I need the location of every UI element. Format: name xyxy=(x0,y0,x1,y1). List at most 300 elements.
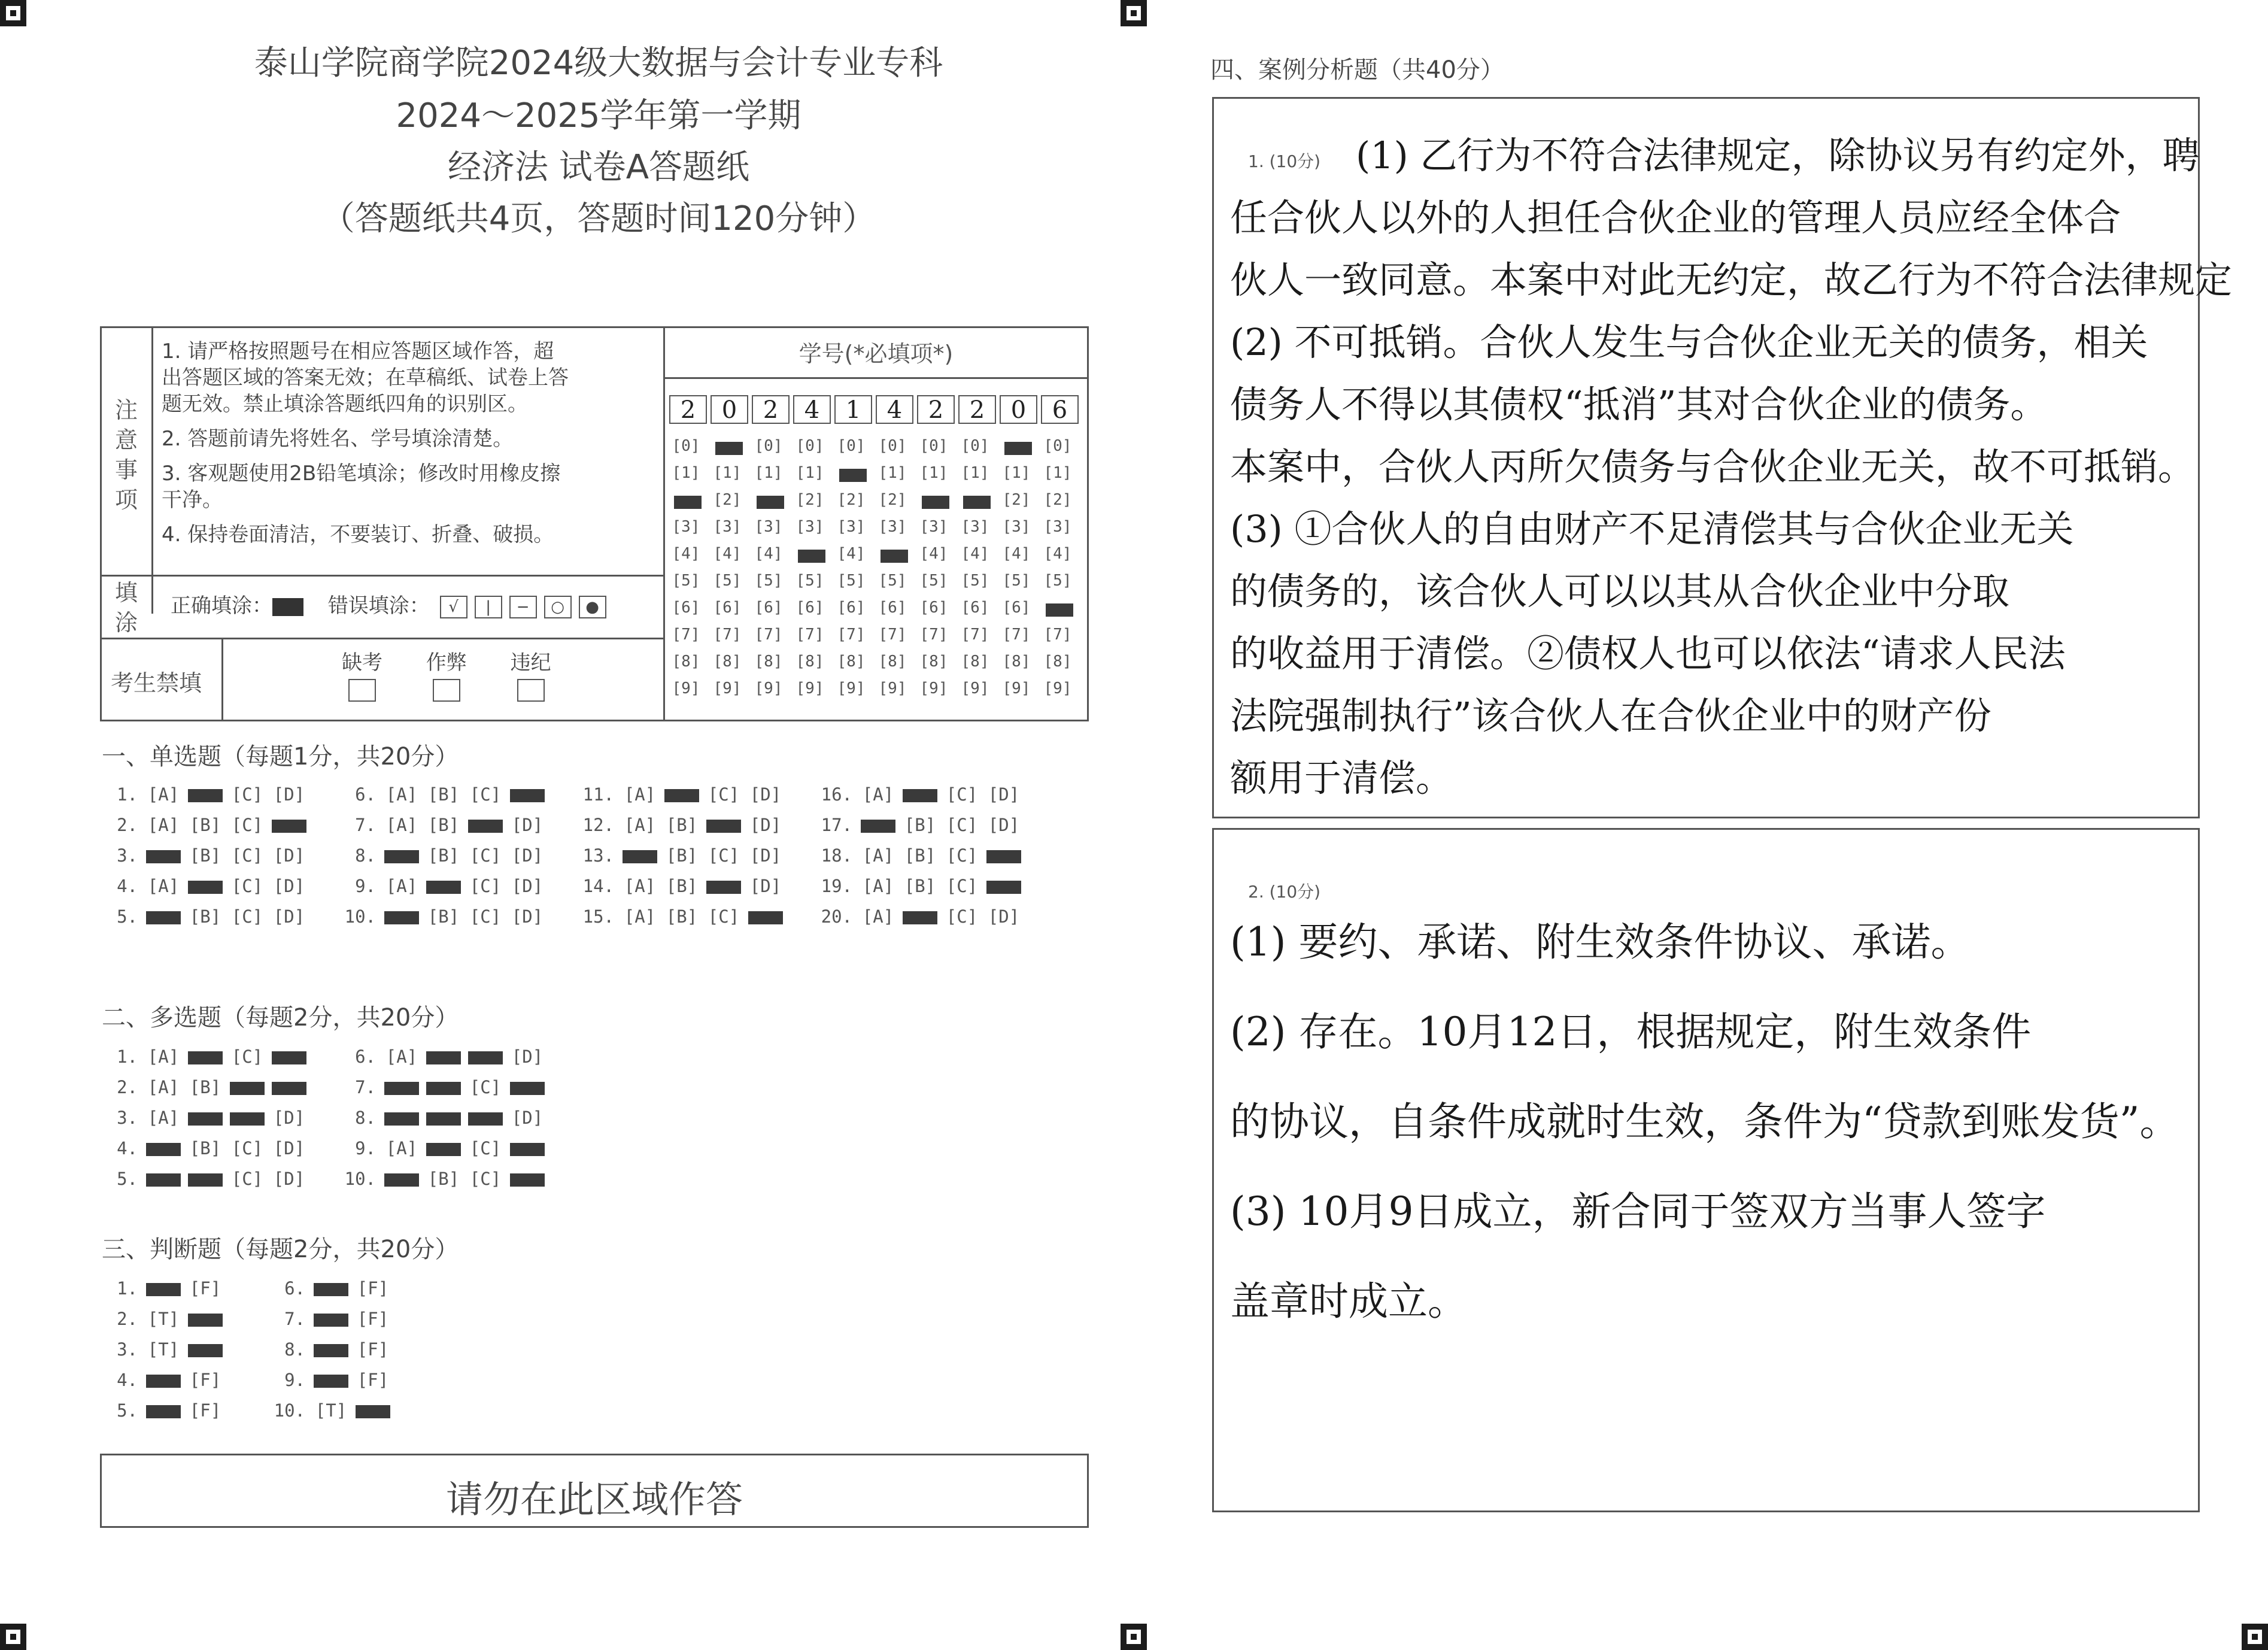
student-id-bubble[interactable]: [0] xyxy=(837,437,866,455)
answer-bubble[interactable]: [C] xyxy=(946,784,978,805)
answer-bubble[interactable]: [D] xyxy=(749,876,782,896)
student-id-bubble[interactable]: [0] xyxy=(672,437,700,455)
answer-bubble[interactable]: [A] xyxy=(147,1077,180,1097)
answer-bubble[interactable]: [A] xyxy=(147,1047,180,1067)
student-id-bubble[interactable]: [6] xyxy=(796,599,824,617)
answer-bubble[interactable]: [B] xyxy=(189,906,221,927)
answer-bubble[interactable]: [T] xyxy=(315,1400,347,1421)
student-id-bubble[interactable]: [8] xyxy=(878,653,907,671)
student-id-bubble[interactable]: [0] xyxy=(919,437,948,455)
answer-bubble[interactable]: [C] xyxy=(946,815,978,835)
student-id-bubble-filled[interactable] xyxy=(674,496,702,509)
student-id-bubble[interactable]: [3] xyxy=(754,518,783,536)
answer-bubble-filled[interactable] xyxy=(384,911,419,924)
header-school: 泰山学院商学院2024级大数据与会计专业专科 xyxy=(254,44,943,83)
answer-bubble[interactable]: [C] xyxy=(469,1169,502,1189)
answer-bubble[interactable]: [C] xyxy=(946,876,978,896)
corner-marker-bottom-middle xyxy=(1121,1624,1147,1650)
answer-bubble-filled[interactable] xyxy=(706,881,741,894)
student-id-bubble[interactable]: [4] xyxy=(754,545,783,563)
handwritten-line: (2) 不可抵销。合伙人发生与合伙企业无关的债务，相关 xyxy=(1230,320,2148,364)
answer-bubble[interactable]: [D] xyxy=(988,784,1020,805)
answer-bubble[interactable]: [C] xyxy=(469,876,502,896)
answer-bubble-filled[interactable] xyxy=(426,1112,461,1126)
no-answer-text: 请勿在此区域作答 xyxy=(445,1478,743,1521)
answer-bubble-filled[interactable] xyxy=(314,1375,348,1388)
answer-bubble[interactable]: [D] xyxy=(749,845,782,866)
answer-row: 5. [F] xyxy=(102,1400,230,1421)
answer-bubble[interactable]: [D] xyxy=(273,1108,305,1128)
multi-choice-answers xyxy=(102,1047,1089,1202)
answer-bubble-filled[interactable] xyxy=(903,911,937,924)
answer-bubble-filled[interactable] xyxy=(146,1405,181,1418)
answer-bubble-filled[interactable] xyxy=(230,1112,265,1126)
answer-bubble[interactable]: [A] xyxy=(862,845,894,866)
answer-row: 2. [A] [B] [C] xyxy=(102,815,314,835)
answer-bubble-filled[interactable] xyxy=(468,1112,503,1126)
student-id-digit: 0 xyxy=(1000,395,1037,424)
answer-bubble-filled[interactable] xyxy=(748,911,783,924)
answer-bubble[interactable]: [D] xyxy=(273,784,305,805)
student-id-bubble[interactable]: [3] xyxy=(961,518,989,536)
student-id-bubble[interactable]: [9] xyxy=(796,680,824,697)
answer-bubble[interactable]: [D] xyxy=(749,815,782,835)
answer-bubble[interactable]: [B] xyxy=(666,876,698,896)
answer-bubble[interactable]: [C] xyxy=(946,845,978,866)
answer-bubble[interactable]: [B] xyxy=(904,815,936,835)
answer-bubble-filled[interactable] xyxy=(986,850,1021,863)
answer-bubble-filled[interactable] xyxy=(384,1173,419,1187)
answer-row: 9. [F] xyxy=(269,1370,397,1390)
student-id-bubble[interactable]: [9] xyxy=(961,680,989,697)
answer-bubble[interactable]: [B] xyxy=(189,845,221,866)
student-id-bubble[interactable]: [8] xyxy=(919,653,948,671)
answer-bubble[interactable]: [B] xyxy=(427,845,460,866)
student-id-bubble[interactable]: [7] xyxy=(1043,626,1072,644)
answer-bubble[interactable]: [B] xyxy=(427,1169,460,1189)
answer-bubble[interactable]: [C] xyxy=(469,906,502,927)
student-id-bubble-filled[interactable] xyxy=(963,496,991,509)
answer-bubble[interactable]: [C] xyxy=(231,1169,263,1189)
student-id-bubble[interactable]: [5] xyxy=(961,572,989,590)
answer-bubble-filled[interactable] xyxy=(230,1082,265,1095)
answer-row: 3. [T] xyxy=(102,1339,230,1360)
answer-bubble-filled[interactable] xyxy=(510,1173,545,1187)
answer-row: 9. [A] [C] [D] xyxy=(340,876,552,896)
student-id-bubble[interactable]: [0] xyxy=(796,437,824,455)
answer-bubble[interactable]: [D] xyxy=(273,906,305,927)
answer-bubble[interactable]: [C] xyxy=(708,784,740,805)
student-id-bubble[interactable]: [9] xyxy=(878,680,907,697)
answer-bubble-filled[interactable] xyxy=(986,881,1021,894)
student-id-bubble-filled[interactable] xyxy=(839,469,867,482)
student-id-bubble[interactable]: [9] xyxy=(1043,680,1072,697)
answer-bubble[interactable]: [D] xyxy=(511,876,544,896)
answer-row: 7. [A] [B] [D] xyxy=(340,815,552,835)
answer-bubble[interactable]: [B] xyxy=(666,845,698,866)
student-id-bubble[interactable]: [4] xyxy=(713,545,742,563)
student-id-bubble[interactable]: [3] xyxy=(1002,518,1031,536)
answer-bubble-filled[interactable] xyxy=(426,881,461,894)
student-id-bubble[interactable]: [1] xyxy=(672,464,700,482)
answer-bubble[interactable]: [A] xyxy=(385,876,418,896)
student-id-bubble-filled[interactable] xyxy=(1046,603,1073,617)
handwritten-line: 的收益用于清偿。②债权人也可以依法“请求人民法 xyxy=(1230,632,2066,675)
student-id-bubble[interactable]: [8] xyxy=(754,653,783,671)
student-id-digit: 4 xyxy=(876,395,913,424)
handwritten-line: (2) 存在。10月12日，根据规定，附生效条件 xyxy=(1230,1009,2032,1055)
student-id-bubble[interactable]: [3] xyxy=(796,518,824,536)
student-id-bubble[interactable]: [5] xyxy=(1002,572,1031,590)
corner-marker-top-left xyxy=(0,0,26,26)
student-id-bubble[interactable]: [2] xyxy=(1002,491,1031,509)
student-id-bubble[interactable]: [4] xyxy=(1002,545,1031,563)
student-id-bubble[interactable]: [6] xyxy=(1002,599,1031,617)
absent-checkbox[interactable] xyxy=(348,679,376,702)
student-id-bubble[interactable]: [2] xyxy=(1043,491,1072,509)
answer-bubble-filled[interactable] xyxy=(861,820,895,833)
student-id-bubble[interactable]: [1] xyxy=(1002,464,1031,482)
case-title: 四、案例分析题（共40分） xyxy=(1210,56,1504,84)
student-id-bubble[interactable]: [9] xyxy=(837,680,866,697)
answer-bubble-filled[interactable] xyxy=(146,1143,181,1156)
notice-text: 1. 请严格按照题号在相应答题区域作答，超 出答题区域的答案无效；在草稿纸、试卷上答 题无效。禁止填涂答题纸四角的识别区。 2. 答题前请先将姓名、学号填涂清楚。 3. 客观题使用2B铅笔填涂；修改时用橡皮擦 干净。 4. 保持卷面清洁，不要装订、折叠、破损。 xyxy=(162,339,569,547)
cheat-checkbox[interactable] xyxy=(433,679,460,702)
answer-row: 2. [A] [B] xyxy=(102,1077,314,1097)
handwritten-line: 伙人一致同意。本案中对此无约定，故乙行为不符合法律规定 xyxy=(1230,258,2233,302)
answer-row: 8. [B] [C] [D] xyxy=(340,845,552,866)
student-id-digit: 4 xyxy=(793,395,831,424)
answer-bubble[interactable]: [C] xyxy=(231,1138,263,1158)
answer-row: 1. [F] xyxy=(102,1278,230,1299)
answer-row: 7. [F] xyxy=(269,1309,397,1329)
answer-row: 4. [F] xyxy=(102,1370,230,1390)
handwritten-line: (3) ①合伙人的自由财产不足清偿其与合伙企业无关 xyxy=(1230,507,2074,551)
answer-row: 13. [B] [C] [D] xyxy=(578,845,790,866)
answer-bubble[interactable]: [C] xyxy=(469,1138,502,1158)
answer-bubble[interactable]: [D] xyxy=(273,1169,305,1189)
answer-bubble[interactable]: [B] xyxy=(904,845,936,866)
student-id-bubble[interactable]: [0] xyxy=(878,437,907,455)
answer-row: 16. [A] [C] [D] xyxy=(816,784,1028,805)
student-id-digit: 2 xyxy=(917,395,955,424)
student-id-bubble[interactable]: [5] xyxy=(672,572,700,590)
answer-bubble-filled[interactable] xyxy=(188,881,223,894)
answer-bubble[interactable]: [C] xyxy=(469,784,502,805)
student-id-bubble[interactable]: [6] xyxy=(919,599,948,617)
student-id-bubble[interactable]: [6] xyxy=(754,599,783,617)
answer-bubble[interactable]: [D] xyxy=(988,906,1020,927)
answer-bubble-filled[interactable] xyxy=(384,850,419,863)
answer-bubble[interactable]: [C] xyxy=(708,845,740,866)
answer-bubble-filled[interactable] xyxy=(272,1051,306,1064)
answer-bubble[interactable]: [B] xyxy=(427,784,460,805)
student-id-bubble[interactable]: [3] xyxy=(672,518,700,536)
answer-bubble-filled[interactable] xyxy=(468,1051,503,1064)
header-term: 2024～2025学年第一学期 xyxy=(396,96,801,135)
answer-bubble[interactable]: [B] xyxy=(427,815,460,835)
answer-bubble[interactable]: [D] xyxy=(273,845,305,866)
answer-bubble-filled[interactable] xyxy=(356,1405,390,1418)
answer-bubble[interactable]: [D] xyxy=(511,845,544,866)
answer-bubble[interactable]: [F] xyxy=(357,1309,389,1329)
violation-checkbox[interactable] xyxy=(517,679,545,702)
student-id-bubble[interactable]: [1] xyxy=(713,464,742,482)
answer-bubble[interactable]: [D] xyxy=(273,1138,305,1158)
student-id-bubble[interactable]: [5] xyxy=(878,572,907,590)
answer-bubble-filled[interactable] xyxy=(188,1051,223,1064)
student-id-bubble[interactable]: [8] xyxy=(796,653,824,671)
answer-bubble-filled[interactable] xyxy=(146,1375,181,1388)
answer-bubble[interactable]: [D] xyxy=(511,815,544,835)
student-id-bubble[interactable]: [4] xyxy=(672,545,700,563)
student-id-bubble-filled[interactable] xyxy=(922,496,949,509)
answer-bubble[interactable]: [T] xyxy=(147,1339,180,1360)
answer-bubble[interactable]: [F] xyxy=(357,1370,389,1390)
answer-bubble-filled[interactable] xyxy=(146,1283,181,1296)
student-id-bubble[interactable]: [6] xyxy=(878,599,907,617)
student-id-bubble[interactable]: [8] xyxy=(837,653,866,671)
handwritten-line: 额用于清偿。 xyxy=(1230,756,1453,800)
student-id-bubble[interactable]: [1] xyxy=(796,464,824,482)
answer-bubble[interactable]: [C] xyxy=(231,906,263,927)
student-id-bubble[interactable]: [5] xyxy=(919,572,948,590)
student-id-bubble[interactable]: [8] xyxy=(1043,653,1072,671)
student-id-bubble[interactable]: [8] xyxy=(1002,653,1031,671)
answer-bubble[interactable]: [B] xyxy=(189,815,221,835)
student-id-bubble[interactable]: [5] xyxy=(837,572,866,590)
student-id-digit: 2 xyxy=(669,395,707,424)
student-id-bubble[interactable]: [9] xyxy=(672,680,700,697)
answer-bubble-filled[interactable] xyxy=(146,1173,181,1187)
answer-bubble-filled[interactable] xyxy=(510,789,545,802)
answer-row: 8. [D] xyxy=(340,1108,552,1128)
student-id-bubble[interactable]: [7] xyxy=(796,626,824,644)
student-id-bubble[interactable]: [6] xyxy=(837,599,866,617)
case-q2-answer[interactable] xyxy=(1218,898,2194,1497)
student-id-bubble[interactable]: [9] xyxy=(1002,680,1031,697)
answer-bubble-filled[interactable] xyxy=(426,1143,461,1156)
student-id-bubble[interactable]: [7] xyxy=(919,626,948,644)
answer-bubble[interactable]: [C] xyxy=(231,876,263,896)
handwritten-line: (1) 要约、承诺、附生效条件协议、承诺。 xyxy=(1230,919,1971,965)
student-id-bubble[interactable]: [6] xyxy=(672,599,700,617)
answer-bubble[interactable]: [D] xyxy=(749,784,782,805)
answer-bubble[interactable]: [A] xyxy=(385,1138,418,1158)
answer-bubble-filled[interactable] xyxy=(426,1082,461,1095)
student-id-bubble[interactable]: [9] xyxy=(919,680,948,697)
student-id-bubble[interactable]: [3] xyxy=(713,518,742,536)
answer-bubble-filled[interactable] xyxy=(146,911,181,924)
answer-bubble-filled[interactable] xyxy=(510,1143,545,1156)
answer-bubble-filled[interactable] xyxy=(510,1082,545,1095)
student-id-bubble[interactable]: [3] xyxy=(919,518,948,536)
student-id-bubble[interactable]: [4] xyxy=(919,545,948,563)
answer-bubble[interactable]: [C] xyxy=(231,845,263,866)
answer-bubble[interactable]: [C] xyxy=(469,1077,502,1097)
answer-bubble[interactable]: [D] xyxy=(273,876,305,896)
student-id-bubble[interactable]: [1] xyxy=(754,464,783,482)
answer-bubble-filled[interactable] xyxy=(468,820,503,833)
student-id-bubble[interactable]: [3] xyxy=(1043,518,1072,536)
answer-bubble[interactable]: [C] xyxy=(231,784,263,805)
answer-bubble-filled[interactable] xyxy=(272,1082,306,1095)
answer-bubble[interactable]: [A] xyxy=(862,876,894,896)
answer-bubble-filled[interactable] xyxy=(384,1082,419,1095)
student-id-bubble-filled[interactable] xyxy=(881,550,908,563)
answer-bubble[interactable]: [D] xyxy=(511,906,544,927)
student-id-bubble[interactable]: [2] xyxy=(796,491,824,509)
answer-bubble[interactable]: [F] xyxy=(357,1278,389,1299)
answer-bubble[interactable]: [A] xyxy=(624,784,656,805)
answer-bubble[interactable]: [B] xyxy=(904,876,936,896)
answer-bubble-filled[interactable] xyxy=(314,1283,348,1296)
answer-bubble-filled[interactable] xyxy=(272,820,306,833)
answer-bubble[interactable]: [C] xyxy=(946,906,978,927)
student-id-bubble-filled[interactable] xyxy=(757,496,784,509)
answer-bubble-filled[interactable] xyxy=(623,850,657,863)
student-id-bubble[interactable]: [1] xyxy=(878,464,907,482)
answer-row: 6. [A] [B] [C] xyxy=(340,784,552,805)
answer-bubble[interactable]: [A] xyxy=(624,876,656,896)
student-id-bubble-filled[interactable] xyxy=(1004,442,1032,455)
answer-row: 4. [B] [C] [D] xyxy=(102,1138,314,1158)
handwritten-line: 法院强制执行”该合伙人在合伙企业中的财产份 xyxy=(1230,694,1991,738)
student-id-bubble[interactable]: [7] xyxy=(754,626,783,644)
answer-bubble[interactable]: [T] xyxy=(147,1309,180,1329)
student-id-digit: 1 xyxy=(834,395,872,424)
answer-bubble[interactable]: [A] xyxy=(147,1108,180,1128)
student-id-bubble[interactable]: [0] xyxy=(754,437,783,455)
answer-row: 1. [A] [C] [D] xyxy=(102,784,314,805)
answer-row: 12. [A] [B] [D] xyxy=(578,815,790,835)
answer-bubble-filled[interactable] xyxy=(314,1314,348,1327)
answer-bubble[interactable]: [F] xyxy=(189,1278,221,1299)
answer-bubble[interactable]: [C] xyxy=(708,906,740,927)
student-id-bubble[interactable]: [1] xyxy=(1043,464,1072,482)
student-id-bubble[interactable]: [4] xyxy=(961,545,989,563)
answer-bubble[interactable]: [A] xyxy=(147,784,180,805)
forbidden-options: 缺考 作弊 违纪 xyxy=(323,650,570,702)
answer-bubble[interactable]: [C] xyxy=(469,845,502,866)
student-id-bubble[interactable]: [2] xyxy=(878,491,907,509)
student-id-bubble[interactable]: [7] xyxy=(878,626,907,644)
answer-bubble-filled[interactable] xyxy=(188,789,223,802)
answer-bubble[interactable]: [A] xyxy=(385,815,418,835)
answer-bubble[interactable]: [B] xyxy=(189,1077,221,1097)
answer-bubble[interactable]: [A] xyxy=(147,876,180,896)
answer-bubble[interactable]: [B] xyxy=(666,906,698,927)
answer-bubble[interactable]: [A] xyxy=(385,1047,418,1067)
student-id-digit: 6 xyxy=(1041,395,1079,424)
student-id-bubble[interactable]: [5] xyxy=(754,572,783,590)
answer-bubble-filled[interactable] xyxy=(188,1112,223,1126)
student-id-bubble[interactable]: [2] xyxy=(713,491,742,509)
answer-bubble-filled[interactable] xyxy=(188,1344,223,1357)
answer-bubble[interactable]: [A] xyxy=(624,815,656,835)
student-id-bubble[interactable]: [6] xyxy=(713,599,742,617)
student-id-bubble[interactable]: [8] xyxy=(961,653,989,671)
student-id-bubble[interactable]: [0] xyxy=(1043,437,1072,455)
student-id-bubble[interactable]: [5] xyxy=(713,572,742,590)
answer-row: 5. [C] [D] xyxy=(102,1169,314,1189)
student-id-bubble[interactable]: [5] xyxy=(1043,572,1072,590)
student-id-bubble[interactable]: [9] xyxy=(713,680,742,697)
student-id-bubble[interactable]: [0] xyxy=(961,437,989,455)
answer-bubble-filled[interactable] xyxy=(426,1051,461,1064)
answer-bubble-filled[interactable] xyxy=(188,1173,223,1187)
student-id-bubble[interactable]: [7] xyxy=(672,626,700,644)
student-id-grid xyxy=(669,395,1082,718)
student-id-bubble[interactable]: [3] xyxy=(878,518,907,536)
student-id-bubble[interactable]: [1] xyxy=(919,464,948,482)
answer-bubble[interactable]: [F] xyxy=(189,1370,221,1390)
answer-bubble[interactable]: [B] xyxy=(189,1138,221,1158)
student-id-bubble[interactable]: [7] xyxy=(713,626,742,644)
answer-bubble[interactable]: [B] xyxy=(427,906,460,927)
answer-bubble[interactable]: [F] xyxy=(189,1400,221,1421)
answer-bubble[interactable]: [B] xyxy=(666,815,698,835)
answer-row: 1. [A] [C] xyxy=(102,1047,314,1067)
student-id-bubble[interactable]: [7] xyxy=(837,626,866,644)
answer-bubble[interactable]: [D] xyxy=(511,1047,544,1067)
answer-row: 17. [B] [C] [D] xyxy=(816,815,1028,835)
student-id-bubble[interactable]: [8] xyxy=(672,653,700,671)
answer-bubble-filled[interactable] xyxy=(146,850,181,863)
student-id-bubble[interactable]: [7] xyxy=(961,626,989,644)
student-id-bubble[interactable]: [2] xyxy=(837,491,866,509)
student-id-bubble[interactable]: [6] xyxy=(961,599,989,617)
case-q1-answer[interactable] xyxy=(1218,120,2233,814)
answer-bubble[interactable]: [C] xyxy=(231,815,263,835)
student-id-bubble[interactable]: [4] xyxy=(837,545,866,563)
answer-bubble-filled[interactable] xyxy=(664,789,699,802)
answer-bubble-filled[interactable] xyxy=(314,1344,348,1357)
answer-bubble-filled[interactable] xyxy=(384,1112,419,1126)
answer-bubble[interactable]: [C] xyxy=(231,1047,263,1067)
answer-bubble[interactable]: [F] xyxy=(357,1339,389,1360)
corner-marker-bottom-right xyxy=(2242,1624,2268,1650)
answer-bubble[interactable]: [A] xyxy=(385,784,418,805)
answer-bubble[interactable]: [D] xyxy=(511,1108,544,1128)
answer-row: 7. [C] xyxy=(340,1077,552,1097)
answer-row: 8. [F] xyxy=(269,1339,397,1360)
answer-bubble[interactable]: [A] xyxy=(147,815,180,835)
student-id-bubble[interactable]: [4] xyxy=(1043,545,1072,563)
student-id-bubble[interactable]: [1] xyxy=(961,464,989,482)
answer-row: 15. [A] [B] [C] xyxy=(578,906,790,927)
answer-bubble-filled[interactable] xyxy=(188,1314,223,1327)
student-id-bubble[interactable]: [7] xyxy=(1002,626,1031,644)
student-id-bubble[interactable]: [3] xyxy=(837,518,866,536)
answer-bubble[interactable]: [A] xyxy=(862,906,894,927)
answer-row: 11. [A] [C] [D] xyxy=(578,784,790,805)
student-id-bubble-filled[interactable] xyxy=(798,550,825,563)
notice-label: 注意事项 xyxy=(114,397,138,513)
answer-row: 10. [B] [C] [D] xyxy=(340,906,552,927)
answer-bubble-filled[interactable] xyxy=(706,820,741,833)
student-id-bubble[interactable]: [5] xyxy=(796,572,824,590)
student-id-bubble-filled[interactable] xyxy=(715,442,743,455)
answer-bubble[interactable]: [A] xyxy=(624,906,656,927)
answer-bubble[interactable]: [D] xyxy=(988,815,1020,835)
answer-bubble[interactable]: [A] xyxy=(862,784,894,805)
student-id-digit: 2 xyxy=(958,395,996,424)
student-id-bubble[interactable]: [9] xyxy=(754,680,783,697)
student-id-bubble[interactable]: [8] xyxy=(713,653,742,671)
answer-bubble-filled[interactable] xyxy=(903,789,937,802)
handwritten-line: 债务人不得以其债权“抵消”其对合伙企业的债务。 xyxy=(1230,383,2048,426)
